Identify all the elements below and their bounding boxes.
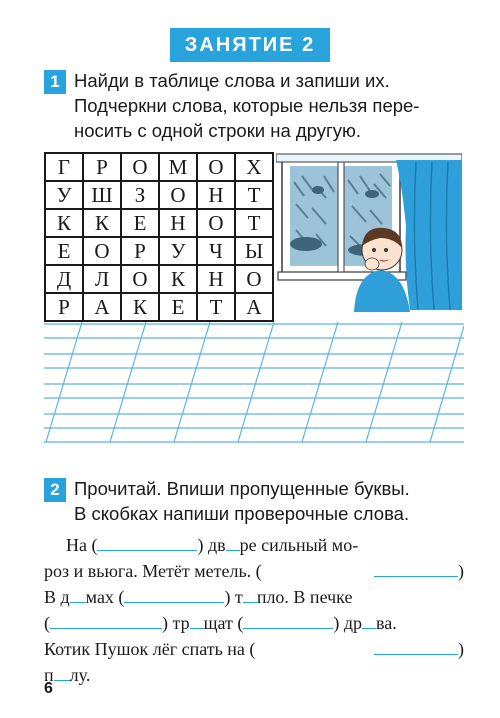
grid-row [45, 181, 273, 209]
grid-cell: А [235, 293, 273, 321]
answer-blank[interactable] [243, 610, 333, 629]
letter-blank[interactable] [190, 610, 204, 629]
text-fragment: ) др [333, 613, 362, 633]
grid-cell: Е [45, 237, 83, 265]
task-2-line-1: Прочитай. Впиши пропущенные буквы. [74, 478, 410, 499]
task-1-line-3: носить с одной строки на другую. [74, 120, 362, 141]
word-search-grid [44, 152, 274, 322]
grid-cell: Х [235, 153, 273, 181]
exercise-line [44, 532, 464, 558]
lesson-title: ЗАНЯТИЕ 2 [170, 28, 330, 62]
text-fragment: В д [44, 587, 70, 607]
answer-blank[interactable] [50, 610, 162, 629]
grid-cell: Ы [235, 237, 273, 265]
writing-lines [44, 322, 464, 444]
grid-cell: Р [45, 293, 83, 321]
text-fragment: ) [458, 639, 464, 659]
grid-cell: М [159, 153, 197, 181]
grid-cell: Н [197, 181, 235, 209]
text-fragment: мах ( [85, 587, 125, 607]
letter-blank[interactable] [70, 584, 86, 603]
exercise-line [44, 584, 464, 610]
letter-blank[interactable] [362, 610, 376, 629]
letter-blank[interactable] [243, 584, 257, 603]
grid-cell: Д [45, 265, 83, 293]
grid-cell: Т [235, 181, 273, 209]
grid-cell: О [159, 181, 197, 209]
grid-cell: О [121, 265, 159, 293]
grid-cell: Н [159, 209, 197, 237]
grid-cell: К [159, 265, 197, 293]
grid-row [45, 237, 273, 265]
task-2-instructions [74, 476, 410, 526]
grid-cell: О [83, 237, 121, 265]
answer-blank[interactable] [97, 532, 197, 551]
grid-cell: К [45, 209, 83, 237]
text-fragment: пло. В печке [256, 587, 353, 607]
text-fragment: ре сильный мо- [239, 535, 359, 555]
text-fragment: ( [44, 613, 50, 633]
grid-cell: У [45, 181, 83, 209]
text-fragment: ) [458, 561, 464, 581]
letter-blank[interactable] [226, 532, 240, 551]
grid-row [45, 153, 273, 181]
window-illustration [276, 146, 462, 312]
grid-cell: У [159, 237, 197, 265]
text-fragment: роз и вьюга. Метёт метель. ( [44, 561, 262, 581]
task-2-line-2: В скобках напиши проверочные слова. [74, 503, 410, 524]
text-fragment: ва. [376, 613, 397, 633]
grid-cell: А [83, 293, 121, 321]
text-fragment: ) т [224, 587, 243, 607]
grid-cell: О [235, 265, 273, 293]
text-fragment: Котик Пушок лёг спать на ( [44, 639, 256, 659]
exercise-text [44, 532, 464, 688]
grid-row [45, 293, 273, 321]
grid-cell: Ш [83, 181, 121, 209]
grid-cell: Ч [197, 237, 235, 265]
grid-cell: Г [45, 153, 83, 181]
answer-blank[interactable] [374, 636, 458, 655]
grid-cell: Т [235, 209, 273, 237]
answer-blank[interactable] [374, 558, 458, 577]
grid-cell: Л [83, 265, 121, 293]
task-1-number: 1 [44, 70, 66, 94]
grid-cell: Е [159, 293, 197, 321]
grid-cell: К [121, 293, 159, 321]
grid-cell: Н [197, 265, 235, 293]
grid-row [45, 265, 273, 293]
exercise-line [44, 558, 464, 584]
grid-cell: Е [121, 209, 159, 237]
answer-blank[interactable] [124, 584, 224, 603]
page-number: 6 [44, 680, 53, 697]
text-fragment: щат ( [203, 613, 244, 633]
grid-cell: О [197, 209, 235, 237]
text-fragment: ) тр [162, 613, 190, 633]
grid-cell: О [197, 153, 235, 181]
text-fragment: лу. [69, 665, 91, 685]
grid-cell: К [83, 209, 121, 237]
task-1-line-2: Подчеркни слова, которые нельзя пере- [74, 95, 420, 116]
grid-cell: О [121, 153, 159, 181]
text-fragment: На ( [66, 535, 98, 555]
task-1-line-1: Найди в таблице слова и запиши их. [74, 70, 390, 91]
grid-row [45, 209, 273, 237]
exercise-line [44, 636, 464, 662]
exercise-line [44, 610, 464, 636]
grid-cell: Р [121, 237, 159, 265]
text-fragment: ) дв [197, 535, 226, 555]
exercise-line [44, 662, 464, 688]
grid-cell: Т [197, 293, 235, 321]
grid-cell: Р [83, 153, 121, 181]
text-fragment: п [44, 665, 54, 685]
letter-blank[interactable] [54, 662, 70, 681]
grid-cell: З [121, 181, 159, 209]
task-1-instructions [74, 68, 419, 143]
task-2-number: 2 [44, 478, 66, 502]
